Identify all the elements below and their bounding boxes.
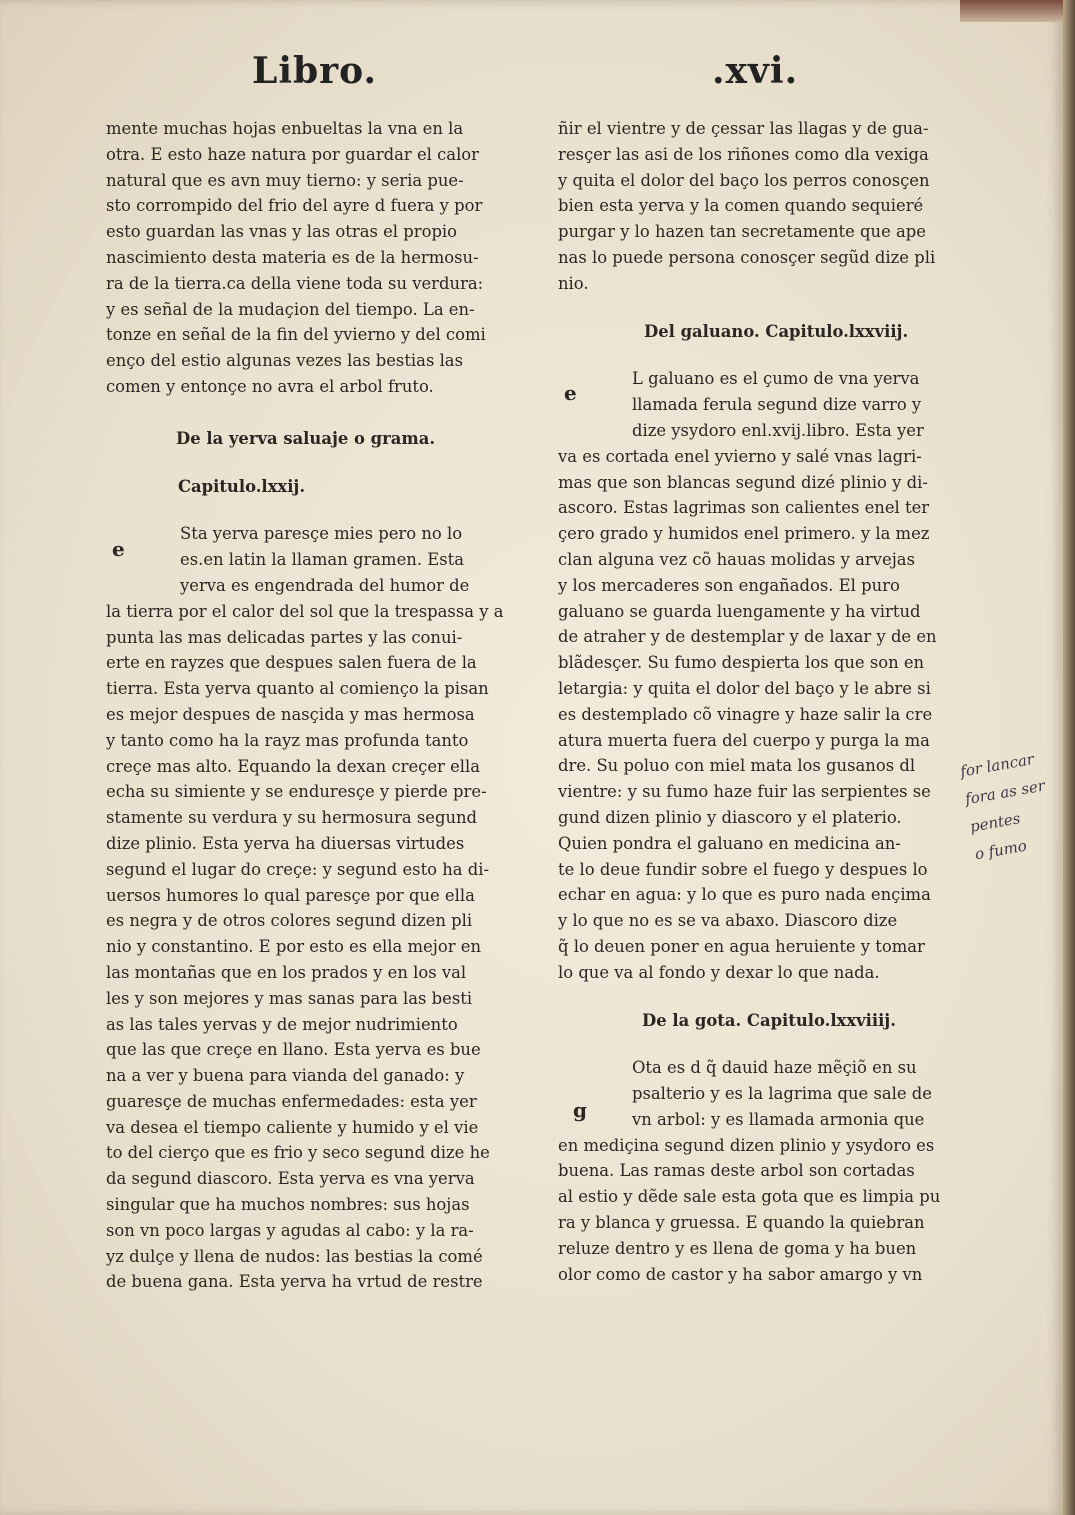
left-column	[106, 116, 506, 1295]
text-line: es negra y de otros colores segund dizen pli	[106, 911, 473, 931]
text-line: enço del estio algunas vezes las bestias las	[106, 351, 463, 371]
binding-strip	[960, 0, 1063, 22]
text-line: va desea el tiempo caliente y humido y el vie	[106, 1117, 479, 1137]
text-line: creçe mas alto. Equando la dexan creçer ella	[106, 756, 481, 776]
text-line: letargia: y quita el dolor del baço y le abre si	[558, 678, 931, 698]
text-line: nio.	[558, 273, 589, 293]
text-line: buena. Las ramas deste arbol son cortadas	[558, 1161, 915, 1181]
text-line: las montañas que en los prados y en los val	[106, 962, 467, 982]
folio-number: .xvi.	[712, 50, 799, 92]
text-line: psalterio y es la lagrima que sale de	[632, 1084, 932, 1104]
text-line: mente muchas hojas enbueltas la vna en la	[106, 119, 464, 138]
text-line: lo que va al fondo y dexar lo que nada.	[558, 962, 880, 982]
text-line: al estio y dẽde sale esta gota que es limpia pu	[558, 1187, 941, 1207]
text-line: erte en rayzes que despues salen fuera de la	[106, 653, 477, 673]
text-line: echa su simiente y se enduresçe y pierde pre-	[106, 782, 487, 802]
text-line: stamente su verdura y su hermosura segund	[106, 808, 478, 828]
text-line: esto guardan las vnas y las otras el propio	[106, 222, 458, 242]
text-line: reluze dentro y es llena de goma y ha buen	[558, 1238, 917, 1258]
text-line: uersos humores lo qual paresçe por que ella	[106, 885, 475, 905]
text-line: y tanto como ha la rayz mas profunda tanto	[106, 730, 469, 750]
text-line: la tierra por el calor del sol que la trespassa y a	[106, 601, 504, 621]
text-line: ascoro. Estas lagrimas son calientes enel ter	[558, 498, 930, 518]
handwritten-margin-note	[958, 739, 1075, 868]
margin-note-line: for lancar	[958, 749, 1036, 781]
text-line: na a ver y buena para vianda del ganado: y	[106, 1066, 465, 1086]
section-heading: De la gota. Capitulo.lxxviiij.	[642, 1010, 896, 1030]
text-line: de atraher y de destemplar y de laxar y de en	[558, 627, 937, 647]
text-line: tonze en señal de la fin del yvierno y del comi	[106, 325, 486, 345]
text-line: purgar y lo hazen tan secretamente que ape	[558, 222, 926, 242]
section-heading: Del galuano. Capitulo.lxxviij.	[644, 321, 909, 341]
text-line: punta las mas delicadas partes y las conui-	[106, 627, 463, 647]
text-line: es mejor despues de nasçida y mas hermosa	[106, 704, 475, 724]
text-line: va es cortada enel yvierno y salé vnas lagri-	[558, 446, 922, 466]
text-line: vientre: y su fumo haze fuir las serpientes se	[558, 782, 931, 802]
initial-letter: g	[573, 1098, 587, 1122]
text-line: son vn poco largas y agudas al cabo: y la ra-	[106, 1220, 474, 1240]
text-line: q̃ lo deuen poner en agua heruiente y tomar	[558, 936, 925, 956]
text-line: es destemplado cõ vinagre y haze salir la cre	[558, 704, 933, 724]
text-line: te lo deue fundir sobre el fuego y despues lo	[558, 859, 928, 879]
margin-note-line: pentes	[968, 809, 1022, 836]
text-line: to del cierço que es frio y seco segund dize he	[106, 1143, 490, 1163]
text-line: Ota es d q̃ dauid haze mẽçiõ en su	[632, 1058, 917, 1078]
text-line: de buena gana. Esta yerva ha vrtud de restre	[106, 1272, 483, 1292]
margin-note-line: fora as ser	[963, 776, 1047, 809]
text-line: Quien pondra el galuano en medicina an-	[558, 833, 901, 853]
text-line: tierra. Esta yerva quanto al comienço la pisan	[106, 679, 489, 699]
text-line: ñir el vientre y de çessar las llagas y de gua-	[558, 119, 929, 138]
text-line: gund dizen plinio y diascoro y el platerio.	[558, 807, 902, 827]
text-line: galuano se guarda luengamente y ha virtud	[558, 601, 921, 621]
text-line: y es señal de la mudaçion del tiempo. La en-	[106, 299, 475, 319]
chapter-number: Capitulo.lxxij.	[178, 476, 306, 496]
text-line: dre. Su poluo con miel mata los gusanos dl	[558, 756, 916, 776]
text-line: yerva es engendrada del humor de	[180, 575, 470, 595]
text-line: nascimiento desta materia es de la hermosu-	[106, 247, 479, 267]
text-line: çero grado y humidos enel primero. y la mez	[558, 524, 930, 544]
text-line: segund el lugar do creçe: y segund esto ha di-	[106, 859, 490, 879]
text-line: y los mercaderes son engañados. El puro	[558, 575, 900, 595]
text-line: les y son mejores y mas sanas para las besti	[106, 988, 473, 1008]
initial-letter: e	[112, 537, 125, 561]
text-line: comen y entonçe no avra el arbol fruto.	[106, 376, 434, 396]
text-line: en mediçina segund dizen plinio y ysydoro es	[558, 1135, 935, 1155]
section-heading: De la yerva saluaje o grama.	[176, 428, 436, 448]
text-line: mas que son blancas segund dizé plinio y di-	[558, 472, 928, 492]
text-line: echar en agua: y lo que es puro nada ençima	[558, 885, 931, 905]
text-line: nio y constantino. E por esto es ella mejor en	[106, 937, 481, 957]
text-line: y quita el dolor del baço los perros conosçen	[558, 170, 930, 190]
text-line: bien esta yerva y la comen quando sequieré	[558, 196, 924, 216]
text-line: L galuano es el çumo de vna yerva	[632, 369, 920, 389]
text-line: sto corrompido del frio del ayre d fuera y por	[106, 196, 483, 216]
text-line: yz dulçe y llena de nudos: las bestias la comé	[106, 1246, 483, 1266]
margin-note-line: o fumo	[973, 836, 1029, 864]
text-line: resçer las asi de los riñones como dla vexiga	[558, 144, 929, 164]
initial-letter: e	[564, 381, 577, 405]
text-line: ra de la tierra.ca della viene toda su verdura:	[106, 273, 484, 293]
text-line: Sta yerva paresçe mies pero no lo	[180, 524, 463, 544]
text-line: guaresçe de muchas enfermedades: esta yer	[106, 1091, 477, 1111]
text-line: que las que creçe en llano. Esta yerva es bue	[106, 1040, 481, 1060]
text-line: vn arbol: y es llamada armonia que	[632, 1109, 925, 1129]
text-line: singular que ha muchos nombres: sus hojas	[106, 1195, 470, 1215]
text-line: es.en latin la llaman gramen. Esta	[180, 550, 465, 570]
text-line: dize ysydoro enl.xvij.libro. Esta yer	[632, 420, 924, 440]
text-line: llamada ferula segund dize varro y	[632, 395, 922, 415]
text-line: da segund diascoro. Esta yerva es vna yerva	[106, 1169, 475, 1189]
text-line: y lo que no es se va abaxo. Diascoro dize	[558, 911, 898, 931]
text-line: clan alguna vez cõ hauas molidas y arvejas	[558, 549, 915, 569]
text-line: ra y blanca y gruessa. E quando la quiebran	[558, 1213, 925, 1233]
text-line: dize plinio. Esta yerva ha diuersas virtudes	[106, 833, 465, 853]
text-line: otra. E esto haze natura por guardar el calor	[106, 144, 480, 164]
text-line: atura muerta fuera del cuerpo y purga la ma	[558, 730, 930, 750]
text-line: olor como de castor y ha sabor amargo y vn	[558, 1264, 923, 1284]
text-line: blãdesçer. Su fumo despierta los que son en	[558, 653, 925, 673]
text-line: as las tales yervas y de mejor nudrimiento	[106, 1014, 458, 1034]
running-head-left: Libro.	[252, 50, 378, 92]
right-column	[558, 116, 958, 1287]
text-line: nas lo puede persona conosçer segũd dize pli	[558, 247, 936, 267]
text-line: natural que es avn muy tierno: y seria pue-	[106, 170, 464, 190]
